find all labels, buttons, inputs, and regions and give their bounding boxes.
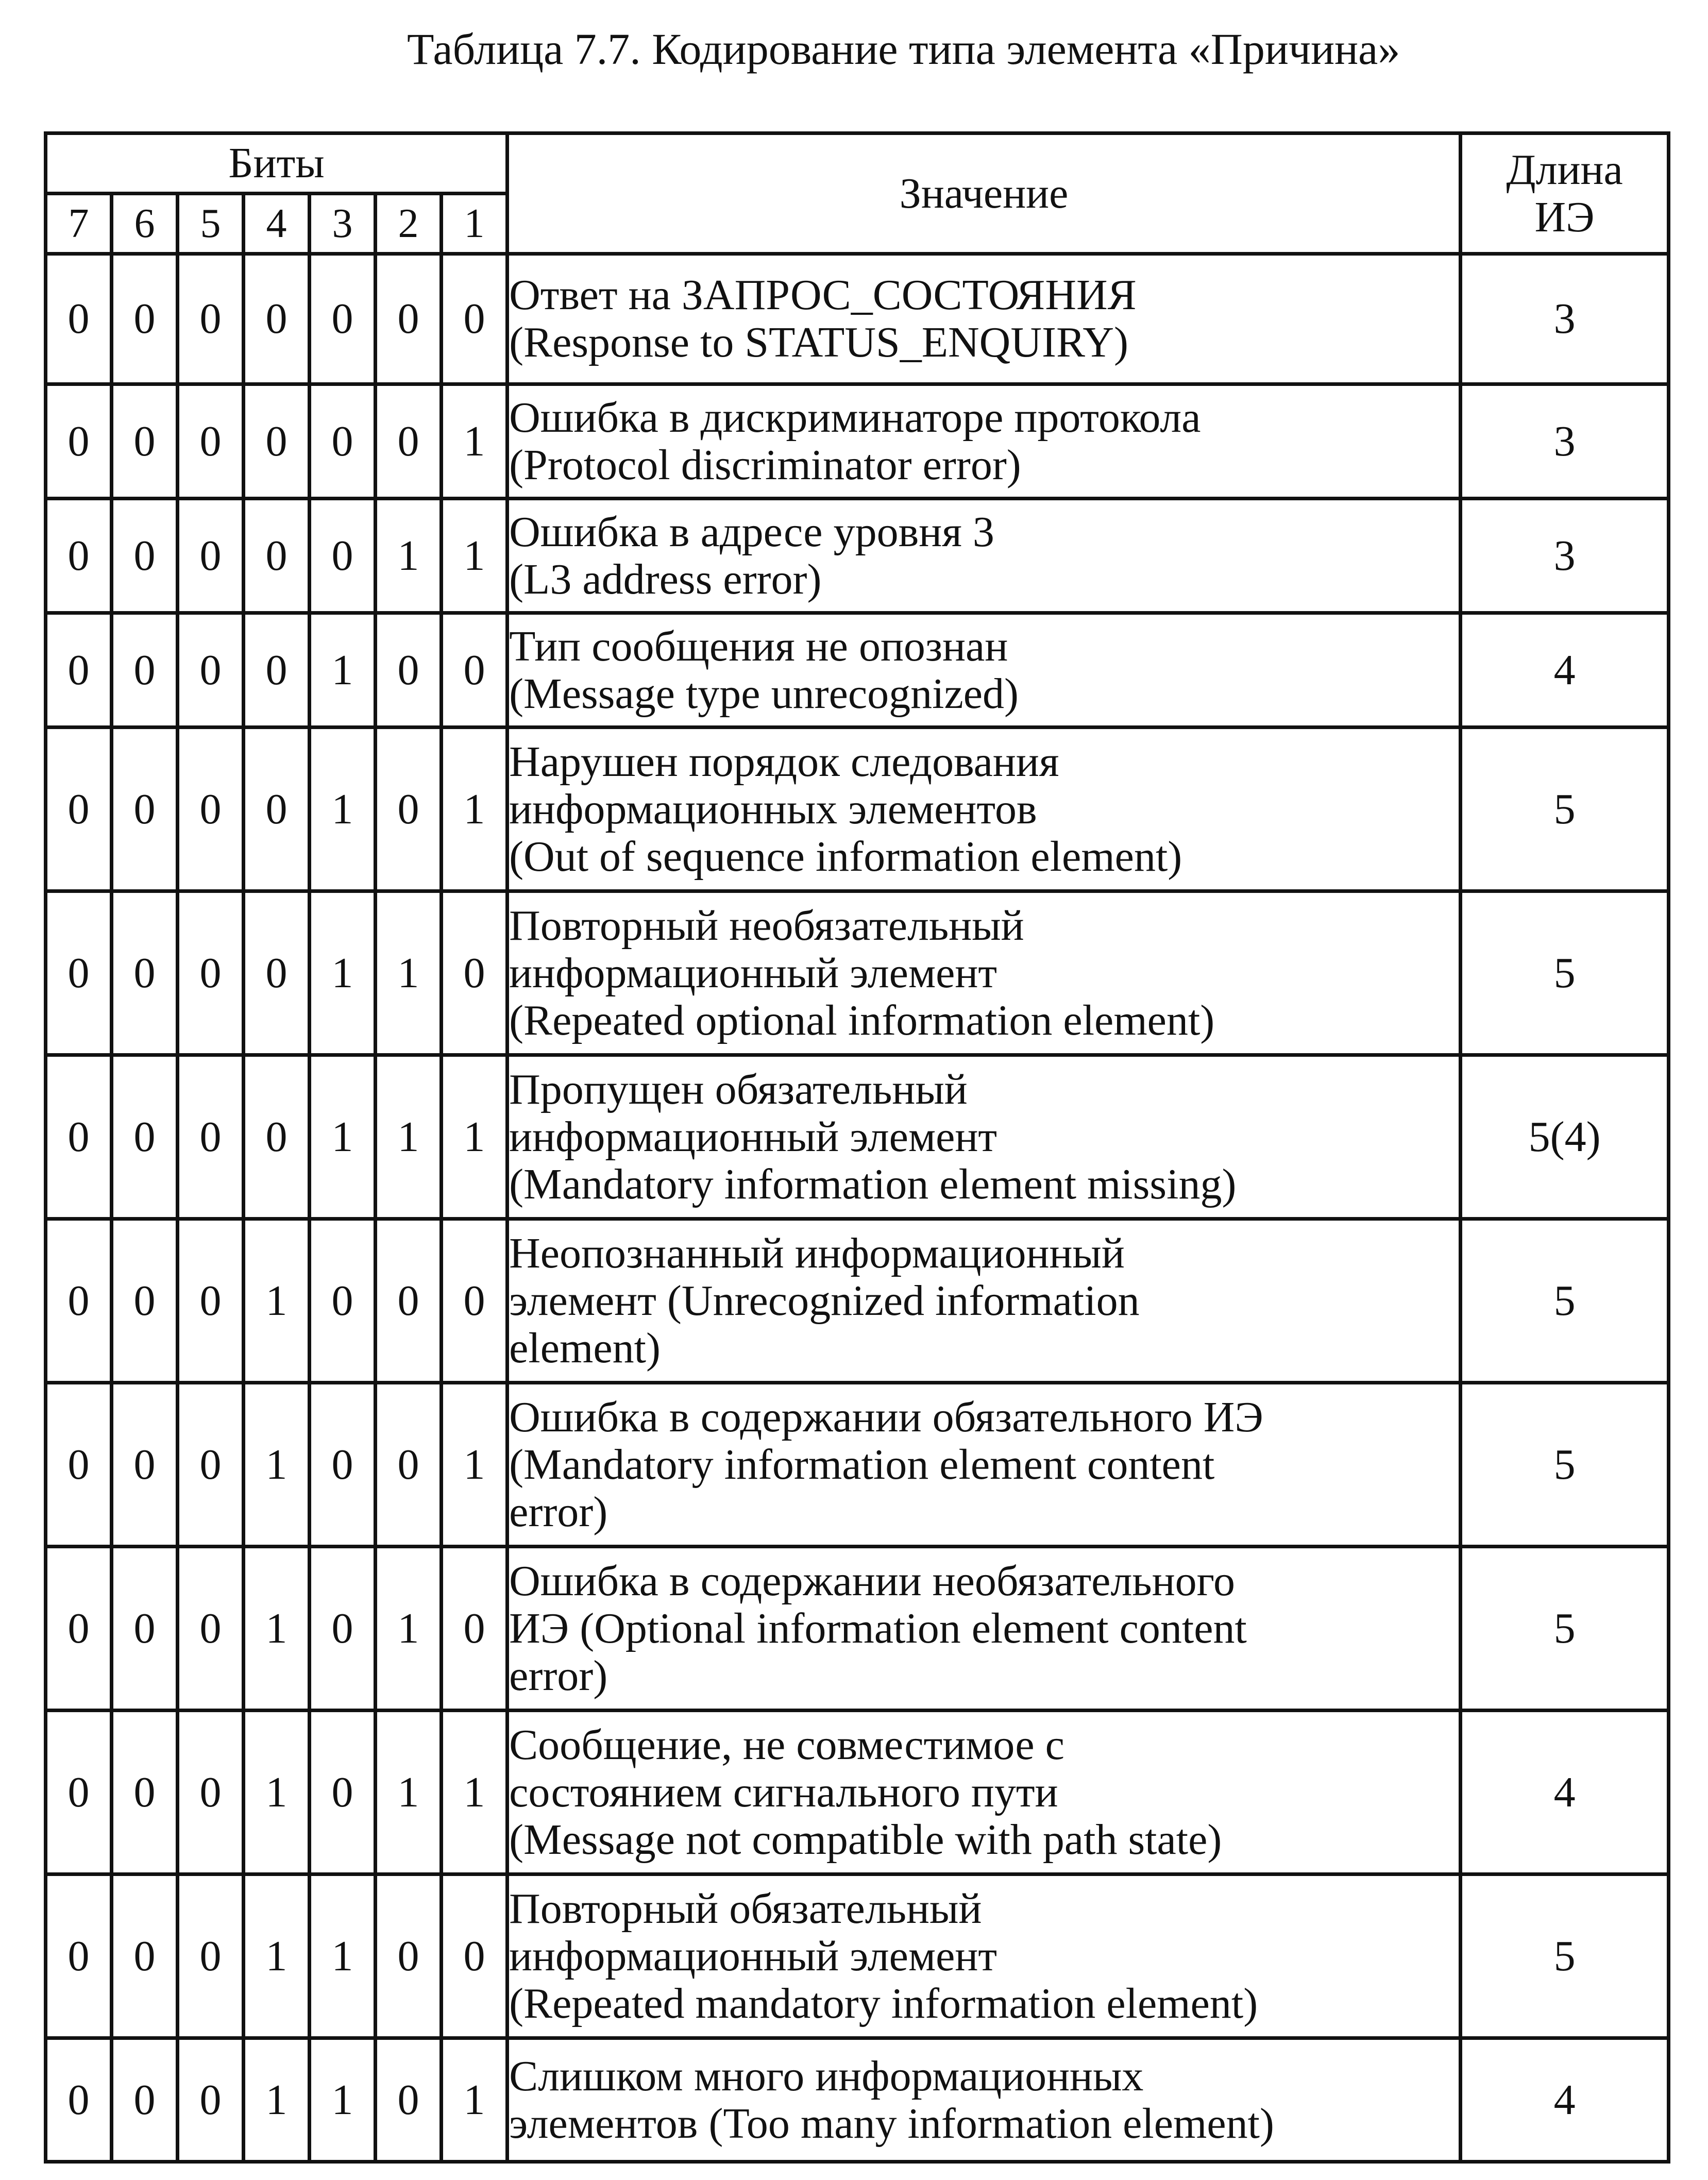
length-cell: 3	[1461, 384, 1669, 499]
bit-cell: 0	[112, 1219, 178, 1383]
meaning-line: состоянием сигнального пути	[509, 1768, 1058, 1816]
table-row	[46, 613, 1669, 728]
table-row	[46, 1383, 1669, 1547]
meaning-cell	[508, 1383, 1461, 1547]
bit-cell: 0	[46, 1711, 112, 1874]
length-cell: 5	[1461, 1547, 1669, 1711]
meaning-line: (Message not compatible with path state)	[509, 1815, 1222, 1864]
meaning-line: Тип сообщения не опознан	[509, 622, 1008, 670]
bit-cell: 0	[178, 1383, 244, 1547]
table-row	[46, 728, 1669, 891]
meaning-line: error)	[509, 1488, 608, 1536]
bit-cell: 0	[178, 728, 244, 891]
bit-cell: 0	[46, 1547, 112, 1711]
table-row	[46, 1711, 1669, 1874]
bit-cell: 1	[376, 1055, 442, 1219]
meaning-cell	[508, 1547, 1461, 1711]
length-cell: 4	[1461, 1711, 1669, 1874]
bit-cell: 0	[46, 254, 112, 384]
meaning-line: Неопознанный информационный	[509, 1229, 1125, 1277]
bit-cell: 0	[112, 1711, 178, 1874]
bit-cell: 1	[244, 1711, 310, 1874]
bit-cell: 0	[244, 891, 310, 1055]
bit-cell: 1	[442, 499, 508, 613]
bit-cell: 0	[442, 1547, 508, 1711]
header-row-top	[46, 133, 1669, 194]
bit-cell: 1	[442, 1711, 508, 1874]
bit-cell: 1	[244, 1219, 310, 1383]
meaning-line: Сообщение, не совместимое с	[509, 1720, 1064, 1769]
meaning-cell	[508, 613, 1461, 728]
table-row	[46, 891, 1669, 1055]
length-cell: 5	[1461, 891, 1669, 1055]
meaning-cell	[508, 254, 1461, 384]
table-row	[46, 1055, 1669, 1219]
length-cell: 5	[1461, 728, 1669, 891]
bit-cell: 0	[178, 499, 244, 613]
bit-cell: 0	[112, 384, 178, 499]
bit-cell: 1	[310, 1874, 376, 2038]
length-header-line1: Длина	[1506, 145, 1623, 194]
bit-cell: 0	[178, 1874, 244, 2038]
meaning-cell	[508, 1219, 1461, 1383]
meaning-cell	[508, 1874, 1461, 2038]
bit-cell: 1	[244, 1547, 310, 1711]
length-cell: 5	[1461, 1874, 1669, 2038]
bit-cell: 1	[376, 1547, 442, 1711]
bit-number-3: 3	[310, 194, 376, 254]
bit-cell: 0	[310, 384, 376, 499]
meaning-line: Пропущен обязательный	[509, 1065, 968, 1113]
meaning-cell	[508, 1711, 1461, 1874]
meaning-line: Ответ на ЗАПРОС_СОСТОЯНИЯ	[509, 271, 1137, 319]
meaning-cell	[508, 1055, 1461, 1219]
bit-cell: 0	[376, 384, 442, 499]
bit-cell: 1	[310, 728, 376, 891]
bit-cell: 1	[310, 613, 376, 728]
length-cell: 4	[1461, 613, 1669, 728]
meaning-line: (Message type unrecognized)	[509, 669, 1019, 718]
bit-cell: 1	[376, 499, 442, 613]
meaning-line: (L3 address error)	[509, 555, 822, 603]
bit-cell: 0	[112, 499, 178, 613]
bit-cell: 0	[178, 613, 244, 728]
bit-cell: 0	[376, 1219, 442, 1383]
bit-cell: 0	[46, 891, 112, 1055]
bit-cell: 0	[376, 728, 442, 891]
bit-cell: 0	[112, 613, 178, 728]
bit-cell: 0	[244, 254, 310, 384]
bit-number-6: 6	[112, 194, 178, 254]
bits-header: Биты	[46, 133, 508, 194]
meaning-line: (Mandatory information element missing)	[509, 1160, 1237, 1208]
bit-cell: 1	[244, 1383, 310, 1547]
meaning-line: ИЭ (Optional information element content	[509, 1604, 1247, 1652]
bit-cell: 0	[310, 254, 376, 384]
bit-cell: 0	[178, 1547, 244, 1711]
bit-cell: 0	[46, 384, 112, 499]
bit-cell: 0	[310, 1383, 376, 1547]
bit-number-5: 5	[178, 194, 244, 254]
bit-cell: 0	[178, 1219, 244, 1383]
meaning-line: (Repeated optional information element)	[509, 996, 1215, 1044]
bit-cell: 1	[376, 1711, 442, 1874]
table-caption: Таблица 7.7. Кодирование типа элемента «Причина»	[407, 24, 1400, 74]
bit-cell: 0	[46, 1055, 112, 1219]
length-cell: 3	[1461, 499, 1669, 613]
bit-cell: 0	[178, 384, 244, 499]
meaning-line: (Out of sequence information element)	[509, 832, 1182, 881]
bit-cell: 0	[310, 499, 376, 613]
length-cell: 5	[1461, 1383, 1669, 1547]
bit-cell: 0	[46, 1874, 112, 2038]
meaning-line: информационных элементов	[509, 785, 1037, 833]
length-cell: 5(4)	[1461, 1055, 1669, 1219]
bit-cell: 1	[310, 891, 376, 1055]
bit-cell: 1	[442, 384, 508, 499]
bit-cell: 0	[442, 254, 508, 384]
bit-cell: 0	[310, 1547, 376, 1711]
bit-cell: 0	[178, 2038, 244, 2162]
cause-coding-table	[44, 131, 1670, 2164]
bit-cell: 0	[46, 1219, 112, 1383]
bit-cell: 0	[310, 1711, 376, 1874]
bit-cell: 0	[46, 1383, 112, 1547]
length-header-line2: ИЭ	[1534, 193, 1595, 241]
bit-cell: 0	[178, 891, 244, 1055]
bit-cell: 1	[442, 2038, 508, 2162]
meaning-line: (Response to STATUS_ENQUIRY)	[509, 318, 1128, 366]
bit-cell: 0	[442, 891, 508, 1055]
table-row	[46, 1547, 1669, 1711]
bit-cell: 1	[442, 728, 508, 891]
bit-cell: 0	[376, 1874, 442, 2038]
table-row	[46, 384, 1669, 499]
bit-number-4: 4	[244, 194, 310, 254]
bit-cell: 1	[442, 1383, 508, 1547]
bit-cell: 0	[244, 613, 310, 728]
bit-cell: 0	[376, 1383, 442, 1547]
meaning-line: Ошибка в содержании необязательного	[509, 1557, 1236, 1605]
length-cell: 4	[1461, 2038, 1669, 2162]
meaning-line: Ошибка в адресе уровня 3	[509, 508, 994, 556]
bit-cell: 0	[112, 1874, 178, 2038]
meaning-cell	[508, 891, 1461, 1055]
meaning-line: element)	[509, 1324, 661, 1372]
value-header: Значение	[508, 133, 1461, 254]
bit-cell: 0	[244, 1055, 310, 1219]
bit-cell: 0	[46, 613, 112, 728]
meaning-cell	[508, 728, 1461, 891]
bit-cell: 0	[376, 613, 442, 728]
bit-cell: 0	[178, 254, 244, 384]
bit-cell: 0	[376, 2038, 442, 2162]
meaning-line: error)	[509, 1651, 608, 1700]
bit-cell: 0	[442, 1874, 508, 2038]
meaning-line: информационный элемент	[509, 1932, 997, 1980]
bit-cell: 0	[178, 1711, 244, 1874]
bit-cell: 1	[310, 2038, 376, 2162]
meaning-line: Слишком много информационных	[509, 2052, 1144, 2100]
table-row	[46, 1219, 1669, 1383]
meaning-line: (Repeated mandatory information element)	[509, 1979, 1258, 2027]
meaning-line: элемент (Unrecognized information	[509, 1276, 1140, 1325]
bit-cell: 0	[244, 384, 310, 499]
meaning-cell	[508, 499, 1461, 613]
bit-cell: 0	[46, 499, 112, 613]
meaning-cell	[508, 2038, 1461, 2162]
bit-cell: 0	[112, 1547, 178, 1711]
bit-number-2: 2	[376, 194, 442, 254]
table-row	[46, 1874, 1669, 2038]
bit-cell: 0	[46, 2038, 112, 2162]
meaning-line: Повторный обязательный	[509, 1884, 982, 1933]
length-cell: 5	[1461, 1219, 1669, 1383]
bit-number-7: 7	[46, 194, 112, 254]
table-row	[46, 499, 1669, 613]
meaning-line: информационный элемент	[509, 1112, 997, 1161]
bit-cell: 1	[244, 2038, 310, 2162]
meaning-line: (Protocol discriminator error)	[509, 441, 1021, 489]
meaning-line: Ошибка в дискриминаторе протокола	[509, 393, 1201, 442]
table-row	[46, 254, 1669, 384]
bit-cell: 0	[112, 1055, 178, 1219]
bit-cell: 0	[376, 254, 442, 384]
bit-cell: 0	[442, 1219, 508, 1383]
table-body	[46, 254, 1669, 2162]
bit-cell: 0	[112, 728, 178, 891]
meaning-line: (Mandatory information element content	[509, 1440, 1215, 1489]
length-cell: 3	[1461, 254, 1669, 384]
bit-cell: 0	[112, 254, 178, 384]
meaning-cell	[508, 384, 1461, 499]
meaning-line: Повторный необязательный	[509, 901, 1024, 950]
table-row	[46, 2038, 1669, 2162]
meaning-line: информационный элемент	[509, 949, 997, 997]
bit-cell: 0	[112, 891, 178, 1055]
bit-cell: 0	[244, 728, 310, 891]
length-header	[1461, 133, 1669, 254]
bit-cell: 1	[442, 1055, 508, 1219]
bit-cell: 0	[244, 499, 310, 613]
bit-cell: 0	[46, 728, 112, 891]
meaning-line: Нарушен порядок следования	[509, 737, 1059, 786]
bit-cell: 0	[112, 1383, 178, 1547]
bit-cell: 1	[376, 891, 442, 1055]
bit-cell: 0	[310, 1219, 376, 1383]
meaning-line: элементов (Too many information element)	[509, 2099, 1274, 2148]
bit-cell: 0	[178, 1055, 244, 1219]
meaning-line: Ошибка в содержании обязательного ИЭ	[509, 1393, 1263, 1441]
bit-cell: 0	[442, 613, 508, 728]
bit-cell: 1	[244, 1874, 310, 2038]
bit-cell: 0	[112, 2038, 178, 2162]
bit-number-1: 1	[442, 194, 508, 254]
bit-cell: 1	[310, 1055, 376, 1219]
